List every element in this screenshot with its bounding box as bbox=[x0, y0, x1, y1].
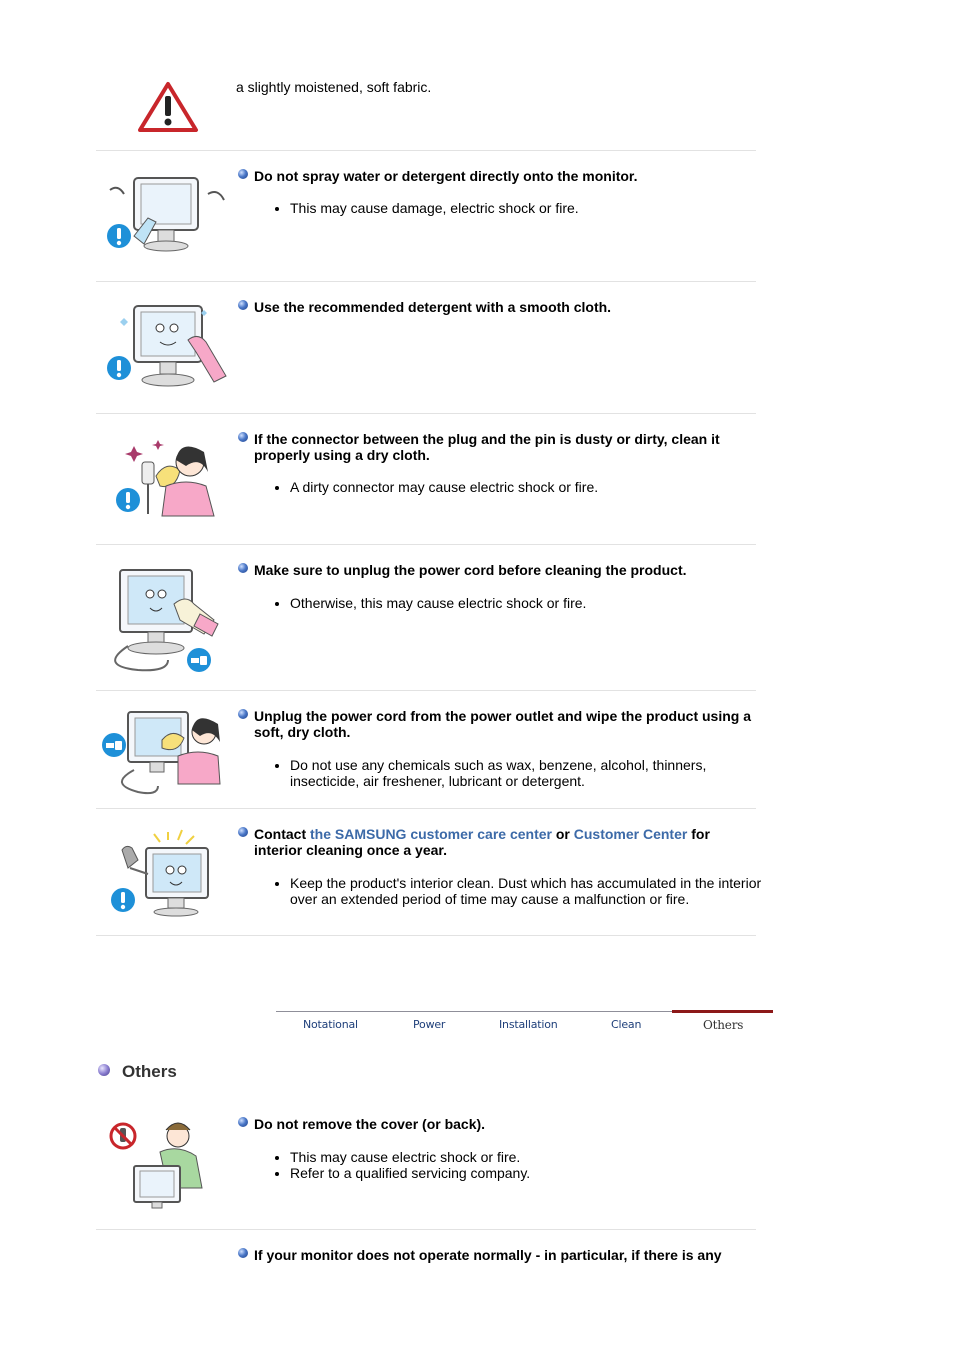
list-item: • Otherwise, this may cause electric shock or fire. bbox=[290, 595, 770, 611]
item-list bbox=[274, 479, 770, 495]
item-list bbox=[274, 757, 770, 789]
list-item: • This may cause damage, electric shock or fire. bbox=[290, 200, 770, 216]
item-list bbox=[274, 875, 770, 907]
bullet-ball-icon bbox=[238, 709, 248, 719]
bullet-ball-icon bbox=[238, 1248, 248, 1258]
item-heading: Make sure to unplug the power cord before cleaning the product. bbox=[238, 562, 758, 578]
caution-triangle-icon bbox=[136, 80, 200, 137]
tab-power[interactable]: Power bbox=[413, 1018, 446, 1031]
item-heading: Contact the SAMSUNG customer care center or Customer Center for interior cleaning once a year. bbox=[238, 826, 758, 858]
technician-illustration bbox=[130, 1118, 206, 1213]
item-heading: If the connector between the plug and the pin is dusty or dirty, clean it properly using a dry cloth. bbox=[238, 431, 758, 463]
samsung-care-center-link[interactable]: the SAMSUNG customer care center bbox=[310, 826, 552, 842]
active-tab-indicator bbox=[672, 1010, 773, 1013]
item-heading: Do not remove the cover (or back). bbox=[238, 1116, 758, 1132]
intro-text: a slightly moistened, soft fabric. bbox=[236, 79, 432, 95]
tab-clean[interactable]: Clean bbox=[611, 1018, 642, 1031]
divider bbox=[96, 281, 756, 282]
section-title: Others bbox=[98, 1062, 177, 1082]
divider bbox=[96, 413, 756, 414]
bullet-ball-icon bbox=[238, 169, 248, 179]
divider bbox=[96, 544, 756, 545]
item-list bbox=[274, 595, 770, 611]
mandatory-icon bbox=[106, 355, 132, 384]
bullet-ball-icon bbox=[238, 827, 248, 837]
mandatory-icon bbox=[115, 487, 141, 516]
list-item: • Keep the product's interior clean. Dust which has accumulated in the interior over an extended period of time may cause a malfunction or fire. bbox=[290, 875, 770, 907]
bullet-ball-icon bbox=[238, 563, 248, 573]
unplug-icon bbox=[101, 732, 127, 761]
unplug-icon bbox=[186, 647, 212, 676]
item-heading: Unplug the power cord from the power outlet and wipe the product using a soft, dry cloth. bbox=[238, 708, 758, 740]
divider bbox=[96, 808, 756, 809]
list-item: • Do not use any chemicals such as wax, benzene, alcohol, thinners, insecticide, air freshener, lubricant or detergent. bbox=[290, 757, 770, 789]
bullet-ball-icon bbox=[238, 300, 248, 310]
divider bbox=[96, 1229, 756, 1230]
list-item: • Refer to a qualified servicing company. bbox=[290, 1165, 770, 1181]
mandatory-icon bbox=[106, 223, 132, 252]
item-list bbox=[274, 1149, 770, 1181]
section-tabs bbox=[276, 1011, 773, 1038]
tab-installation[interactable]: Installation bbox=[499, 1018, 558, 1031]
tab-others[interactable]: Others bbox=[703, 1018, 744, 1032]
divider bbox=[96, 935, 756, 936]
customer-center-link[interactable]: Customer Center bbox=[573, 826, 688, 842]
bullet-ball-icon bbox=[238, 1117, 248, 1127]
mandatory-icon bbox=[110, 887, 136, 916]
list-item: • This may cause electric shock or fire. bbox=[290, 1149, 770, 1165]
item-heading: Do not spray water or detergent directly onto the monitor. bbox=[238, 168, 758, 184]
tab-notational[interactable]: Notational bbox=[303, 1018, 358, 1031]
section-bullet-icon bbox=[98, 1064, 110, 1076]
bullet-ball-icon bbox=[238, 432, 248, 442]
divider bbox=[96, 690, 756, 691]
item-heading: If your monitor does not operate normally - in particular, if there is any bbox=[238, 1247, 758, 1263]
item-heading: Use the recommended detergent with a smooth cloth. bbox=[238, 299, 758, 315]
divider bbox=[96, 150, 756, 151]
item-list bbox=[274, 200, 770, 216]
list-item: • A dirty connector may cause electric shock or fire. bbox=[290, 479, 770, 495]
